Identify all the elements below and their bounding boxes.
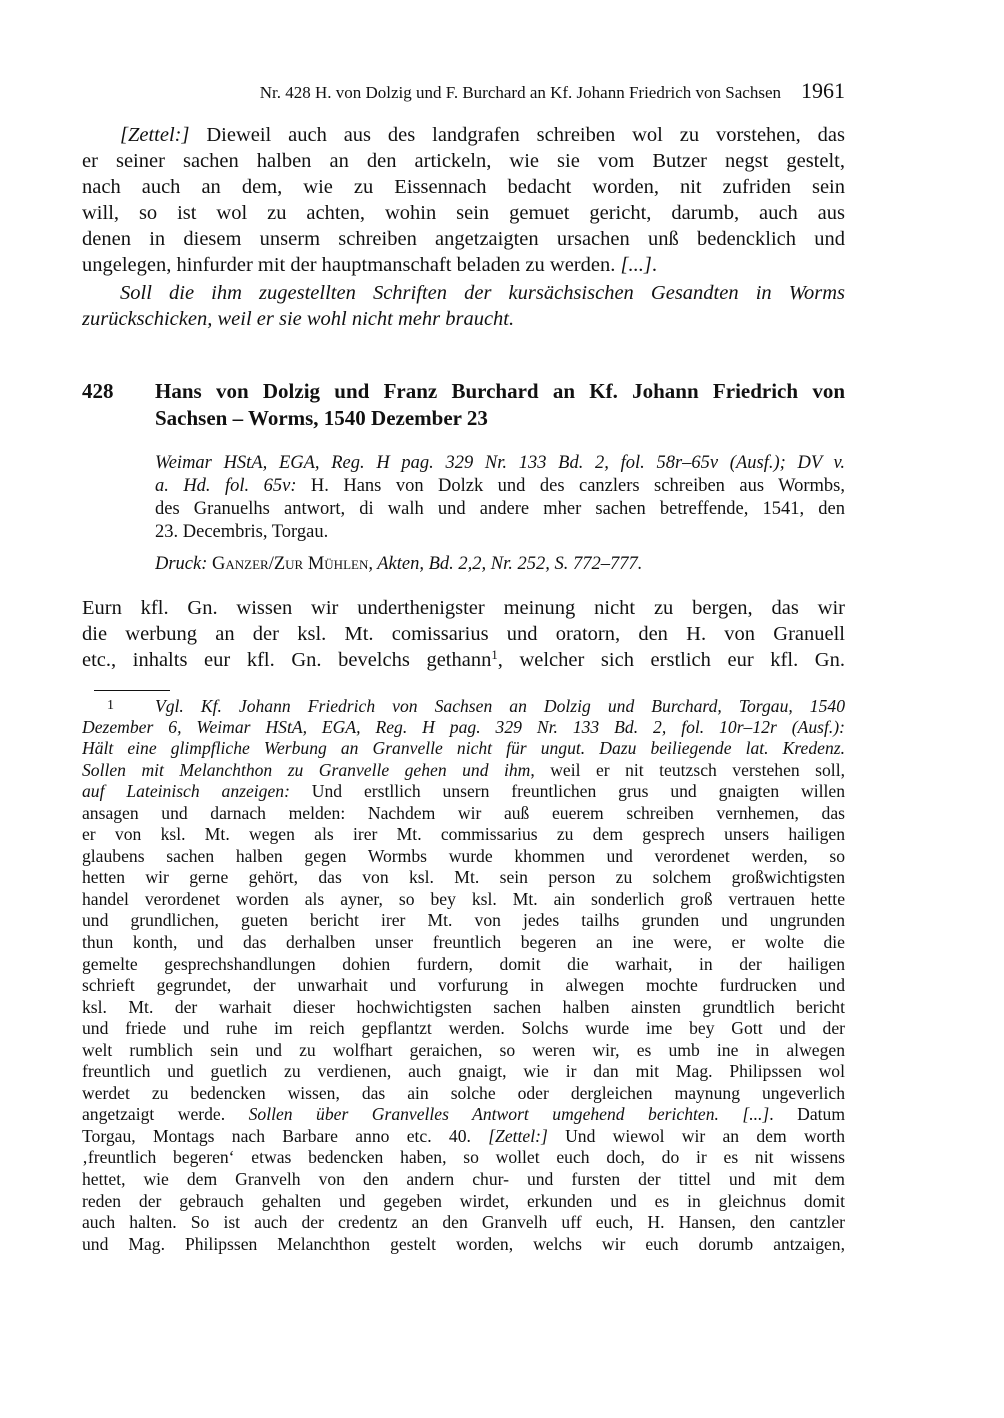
- text-line: [82, 889, 845, 911]
- letter-body: [82, 595, 845, 673]
- text-segment: Sachsen – Worms, 1540 Dezember 23: [155, 406, 488, 430]
- text-segment: Weimar HStA, EGA, Reg. H pag. 329 Nr. 133 Bd. 2, fol. 58r–65v (Ausf.); DV v.: [155, 453, 845, 473]
- text-segment: Hans von Dolzig und Franz Burchard an Kf. Johann Friedrich von: [155, 379, 845, 403]
- text-line: [82, 148, 845, 174]
- text-segment: er seiner sachen halben an den artickeln, wie sie vom Butzer negst gestelt,: [82, 150, 845, 172]
- text-segment: thun konth, und das derhalben unser freuntlich begeren an ine were, er wolte die: [82, 932, 845, 953]
- text-line: [82, 1191, 845, 1213]
- print-reference: [155, 552, 845, 576]
- text-segment: schrieft gegrundet, der unwarhait und vorfurung in alwegen mochte furdrucken und: [82, 975, 845, 996]
- text-line: [82, 932, 845, 954]
- text-line: [82, 226, 845, 252]
- text-line: [155, 405, 845, 432]
- text-segment: nach auch an dem, wie zu Eissennach bedacht worden, nit zufriden sein: [82, 176, 845, 198]
- text-segment: und Mag. Philipssen Melanchthon gestelt worden, welchs wir euch dorumb antzaigen,: [82, 1233, 845, 1254]
- text-segment: handel verordenet worden als ayner, so bey ksl. Mt. ain sonderlich groß vertrauen hette: [82, 888, 845, 909]
- text-line: [82, 1083, 845, 1105]
- text-segment: , welcher sich erstlich eur kfl. Gn.: [497, 649, 845, 671]
- text-segment: Eurn kfl. Gn. wissen wir underthenigster meinung nicht zu bergen, das wir: [82, 597, 845, 619]
- text-segment: Torgau, Montags nach Barbare anno etc. 40.: [82, 1125, 489, 1146]
- text-segment: er von ksl. Mt. wegen als irer Mt. commissarius zu dem gesprech unsers hailigen: [82, 824, 845, 845]
- text-line: [82, 954, 845, 976]
- text-line: [155, 378, 845, 405]
- footnote-number: 1: [107, 698, 114, 713]
- text-segment: [Zettel:]: [120, 124, 190, 146]
- text-segment: Sollen mit Melanchthon zu Granvelle gehen und ihm: [82, 759, 531, 780]
- text-segment: ksl. Mt. der warhait dieser hochwichtigsten sachen halben ainsten grundtlich bericht: [82, 996, 845, 1017]
- text-segment: Und erstllich unsern freuntlichen grus und gnaigten willen: [289, 781, 845, 802]
- text-segment: und friede und ruhe im reich gepflantzt werden. Solchs wurde ime bey Gott und der: [82, 1018, 845, 1039]
- page-number: 1961: [801, 78, 845, 103]
- footnote-reference[interactable]: 1: [491, 648, 498, 663]
- text-segment: Dieweil auch aus des landgrafen schreiben wol zu vorstehen, das: [189, 124, 845, 146]
- text-segment: des Granuelhs antwort, di walh und andere mher sachen betreffende, 1541, den: [155, 499, 845, 519]
- text-segment: will, so ist wol zu achten, wohin sein gemuet gericht, darumb, auch aus: [82, 202, 845, 224]
- text-line: [82, 803, 845, 825]
- text-line: [82, 781, 845, 803]
- text-segment: auch halten. So ist auch der credentz an den Granvelh uff euch, H. Hansen, den cantzler: [82, 1212, 845, 1233]
- text-segment: , Akten, Bd. 2,2, Nr. 252, S. 772–777.: [368, 554, 643, 574]
- text-segment: Soll die ihm zugestellten Schriften der kursächsischen Gesandten in Worms: [120, 282, 845, 304]
- text-line: [155, 475, 845, 498]
- text-line: [155, 498, 845, 521]
- text-line: [82, 1234, 845, 1256]
- text-segment: werdet zu bedencken wissen, das ain solche oder dergleichen maynung ungeverlich: [82, 1082, 845, 1103]
- text-segment: . Datum: [769, 1104, 845, 1125]
- text-line: [82, 1126, 845, 1148]
- footnote-1: [82, 695, 845, 1255]
- text-line: [82, 867, 845, 889]
- document-number: 428: [82, 379, 114, 403]
- text-line: [82, 621, 845, 647]
- text-line: [82, 760, 845, 782]
- text-segment: freuntlich und guetlich zu verdienen, auch gnaigt, wie ir dan mit Mag. Philipssen wol: [82, 1061, 845, 1082]
- text-line: [82, 997, 845, 1019]
- text-line: [82, 200, 845, 226]
- running-title: Nr. 428 H. von Dolzig und F. Burchard an Kf. Johann Friedrich von Sachsen: [259, 83, 781, 102]
- text-line: [82, 306, 845, 332]
- text-line: [82, 910, 845, 932]
- text-line: [82, 1061, 845, 1083]
- text-segment: Und wiewol wir an dem worth: [547, 1125, 845, 1146]
- text-segment: die werbung an der ksl. Mt. comissarius und oratorn, den H. von Granuell: [82, 623, 845, 645]
- text-segment: ungelegen, hinfurder mit der hauptmanschaft beladen zu werden.: [82, 254, 621, 276]
- text-segment: ‚freuntlich begeren‘ etwas bedencken haben, so wollet euch doch, do ir es nit wissens: [82, 1147, 845, 1168]
- text-line: [82, 595, 845, 621]
- text-segment: [Zettel:]: [488, 1125, 548, 1146]
- text-segment: und grundlichen, gueten bericht irer Mt. von jedes tailhs grunden und ungrunden: [82, 910, 845, 931]
- text-line: [82, 975, 845, 997]
- text-segment: reden der gebrauch gehalten und gegeben wirdet, erkunden und es in gleichnus domit: [82, 1190, 845, 1211]
- text-segment: , weil er nit teutzsch verstehen soll,: [530, 759, 845, 780]
- text-segment: hetten wir gerne gehört, das von ksl. Mt. sein person zu solchem großwichtigsten: [82, 867, 845, 888]
- text-line: [155, 452, 845, 475]
- text-segment: [...]: [620, 254, 652, 276]
- text-line: [82, 1169, 845, 1191]
- text-line: [82, 1212, 845, 1234]
- text-line: [155, 552, 845, 576]
- text-line: [82, 1104, 845, 1126]
- text-segment: gemelte gesprechshandlungen dohien furdern, domit die warhait, in der hailigen: [82, 953, 845, 974]
- text-line: [82, 695, 845, 717]
- text-segment: auf Lateinisch anzeigen:: [82, 781, 290, 802]
- text-segment: Vgl. Kf. Johann Friedrich von Sachsen an Dolzig und Burchard, Torgau, 1540: [155, 696, 845, 716]
- text-segment: Dezember 6, Weimar HStA, EGA, Reg. H pag. 329 Nr. 133 Bd. 2, fol. 10r–12r (Ausf.):: [82, 716, 845, 737]
- text-segment: Druck:: [155, 554, 208, 574]
- text-line: [82, 1040, 845, 1062]
- zettel-paragraph: [82, 122, 845, 278]
- text-segment: zurückschicken, weil er sie wohl nicht mehr braucht.: [82, 308, 515, 330]
- text-line: [155, 521, 845, 544]
- text-segment: 23. Decembris, Torgau.: [155, 522, 329, 542]
- footnote-rule: [94, 690, 170, 691]
- text-line: [82, 1018, 845, 1040]
- source-note: [155, 452, 845, 544]
- text-segment: Ganzer/Zur Mühlen: [212, 554, 369, 574]
- text-segment: etc., inhalts eur kfl. Gn. bevelchs gethann: [82, 649, 492, 671]
- text-segment: denen in diesem unserm schreiben angetzaigten ursachen unß bedencklich und: [82, 228, 845, 250]
- text-line: [82, 122, 845, 148]
- text-line: [82, 738, 845, 760]
- text-segment: welt rumblich sein und zu wolfhart geraichen, so weren wir, es umb ine in alwegen: [82, 1039, 845, 1060]
- text-segment: glaubens sachen halben gegen Wormbs wurde khommen und verordenet werden, so: [82, 845, 845, 866]
- text-segment: Sollen über Granvelles Antwort umgehend berichten. [...]: [248, 1104, 770, 1125]
- text-segment: H. Hans von Dolzk und des canzlers schreiben aus Wormbs,: [296, 476, 845, 496]
- text-line: [82, 1147, 845, 1169]
- text-line: [82, 280, 845, 306]
- summary-paragraph: [82, 280, 845, 332]
- text-segment: Hält eine glimpfliche Werbung an Granvelle nicht für ungut. Dazu beiliegende lat. Kredenz.: [82, 738, 845, 759]
- text-line: [82, 824, 845, 846]
- text-line: [82, 717, 845, 739]
- text-line: [82, 174, 845, 200]
- text-segment: a. Hd. fol. 65v:: [155, 476, 297, 496]
- text-segment: ansagen und darnach melden: Nachdem wir auß euerem schreiben vernhemen, das: [82, 802, 845, 823]
- text-line: [82, 647, 845, 673]
- text-segment: .: [651, 254, 657, 276]
- document-heading: [155, 378, 845, 432]
- text-line: [82, 252, 845, 278]
- text-segment: angetzaigt werde.: [82, 1104, 249, 1125]
- running-header: [160, 78, 845, 106]
- text-line: [82, 846, 845, 868]
- text-segment: hettet, wie dem Granvelh von den andern chur- und fursten der tittel und mit dem: [82, 1169, 845, 1190]
